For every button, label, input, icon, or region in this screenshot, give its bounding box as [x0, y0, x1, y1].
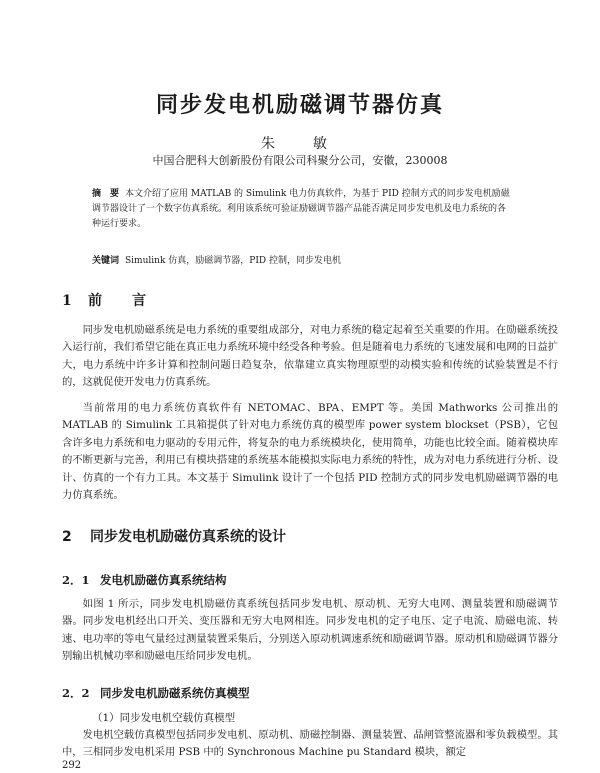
section-2-2-heading [62, 685, 250, 701]
section-number: 2．1 [62, 573, 90, 587]
abstract [92, 187, 512, 232]
section-2-heading [62, 526, 286, 546]
paragraph-model: 发电机空载仿真模型包括同步发电机、原动机、励磁控制器、测量装置、晶闸管整流器和零负载模型。其中，三相同步发电机采用 PSB 中的 Synchronous Machine pu Standard 模块，额定 [62, 729, 558, 759]
section-number: 2 [62, 529, 72, 545]
abstract-label: 摘 要 [92, 189, 120, 199]
author-affiliation: 中国合肥科大创新股份有限公司科聚分公司，安徽，230008 [152, 154, 448, 167]
section-title: 发电机励磁仿真系统结构 [100, 573, 227, 587]
section-number: 2．2 [62, 686, 90, 700]
keywords-text: Simulink 仿真，励磁调节器，PID 控制，同步发电机 [125, 256, 341, 266]
paragraph-structure: 如图 1 所示，同步发电机励磁仿真系统包括同步发电机、原动机、无穷大电网、测量装置和励磁调节器。同步发电机经出口开关、变压器和无穷大电网相连。同步发电机的定子电压、定子电流、励磁电流、转速、电功率的等电气量经过测量装置采集后，分别送入原动机调速系统和励磁调节器。原动机和励磁调节器分别输出机械功率和励磁电压给同步发电机。 [62, 598, 558, 663]
page-number: 292 [62, 760, 82, 771]
keywords [92, 254, 512, 269]
author-name: 朱 敏 [261, 136, 339, 152]
section-title: 前 言 [88, 293, 154, 309]
section-number: 1 [62, 293, 72, 309]
section-2-1-heading [62, 572, 227, 588]
section-title: 同步发电机励磁仿真系统的设计 [90, 529, 286, 545]
section-title: 同步发电机励磁系统仿真模型 [100, 686, 250, 700]
section-1-heading [62, 290, 154, 310]
keywords-label: 关键词 [92, 256, 120, 266]
subsection-heading: （1）同步发电机空载仿真模型 [92, 712, 236, 724]
abstract-text: 本文介绍了应用 MATLAB 的 Simulink 电力仿真软件，为基于 PID 控制方式的同步发电机励磁调节器设计了一个数字仿真系统。利用该系统可验证励磁调节器产品能否满足同步发电机及电力系统的各种运行要求。 [92, 189, 510, 229]
paragraph-intro-2: 当前常用的电力系统仿真软件有 NETOMAC、BPA、EMPT 等。美国 Mathworks 公司推出的 MATLAB 的 Simulink 工具箱提供了针对电力系统仿真的模型库 power system blockset（PSB），它包含许多电力系统和电力驱动的专用元件，将复杂的电力系统模块化，使用简单，功能也比较全面。随着模块库的不断更新与完善，利用已有模块搭建的系统基本能模拟实际电力系统的特性，成为对电力系统进行分析、设计、仿真的一个有力工具。本文基于 Simulink 设计了一个包括 PID 控制方式的同步发电机励磁调节器的电力仿真系统。 [62, 402, 558, 502]
paper-title: 同步发电机励磁调节器仿真 [155, 93, 444, 118]
paragraph-intro-1: 同步发电机励磁系统是电力系统的重要组成部分，对电力系统的稳定起着至关重要的作用。在励磁系统投入运行前，我们希望它能在真正电力系统环境中经受各种考验。但是随着电力系统的飞速发展和电网的日益扩大，电力系统中许多计算和控制问题日趋复杂，依靠建立真实物理原型的动模实验和传统的试验装置是不行的，这就促使开发电力仿真系统。 [62, 324, 558, 389]
